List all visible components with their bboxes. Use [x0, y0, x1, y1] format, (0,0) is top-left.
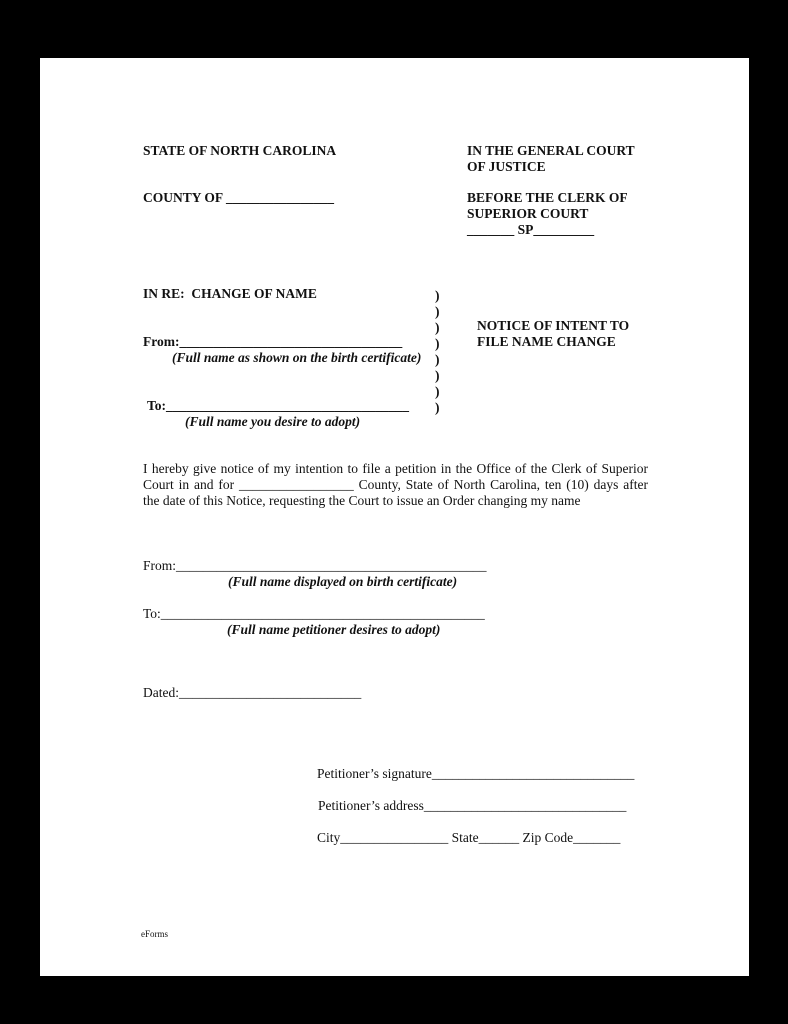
sp-number-line: _______ SP_________ — [467, 222, 595, 237]
clerk-heading-line2: SUPERIOR COURT — [467, 206, 589, 221]
caption-from-line: From:_________________________________ — [143, 334, 403, 349]
caption-bracket: ) — [435, 352, 440, 367]
notice-title-line1: NOTICE OF INTENT TO — [477, 318, 630, 333]
caption-from-note: (Full name as shown on the birth certificate) — [172, 350, 422, 365]
body-from-line: From:______________________________________________ — [143, 558, 487, 573]
eforms-brand: eForms — [141, 929, 168, 939]
caption-bracket: ) — [435, 368, 440, 383]
court-heading-line1: IN THE GENERAL COURT — [467, 143, 635, 158]
dated-line: Dated:___________________________ — [143, 685, 362, 700]
body-from-note: (Full name displayed on birth certificate) — [228, 574, 458, 589]
caption-to-line: To:____________________________________ — [147, 398, 410, 413]
notice-title-line2: FILE NAME CHANGE — [477, 334, 616, 349]
county-line: COUNTY OF ________________ — [143, 190, 334, 205]
city-state-zip-line: City________________ State______ Zip Code_______ — [317, 830, 621, 845]
court-heading-line2: OF JUSTICE — [467, 159, 546, 174]
state-heading: STATE OF NORTH CAROLINA — [143, 143, 337, 158]
caption-bracket: ) — [435, 384, 440, 399]
caption-bracket: ) — [435, 304, 440, 319]
caption-bracket: ) — [435, 336, 440, 351]
caption-bracket: ) — [435, 400, 440, 415]
caption-to-note: (Full name you desire to adopt) — [185, 414, 361, 429]
petitioner-signature-line: Petitioner’s signature______________________________ — [317, 766, 635, 781]
clerk-heading-line1: BEFORE THE CLERK OF — [467, 190, 628, 205]
caption-bracket: ) — [435, 320, 440, 335]
notice-paragraph: I hereby give notice of my intention to file a petition in the Office of the Clerk of Superior Court in and for _________________ County, State of North Carolina, ten (10) days after the date of this Notice, requesting the Court to issue an Order changing my name — [143, 461, 648, 508]
body-to-line: To:________________________________________________ — [143, 606, 485, 621]
caption-bracket: ) — [435, 288, 440, 303]
body-to-note: (Full name petitioner desires to adopt) — [227, 622, 441, 637]
petitioner-address-line: Petitioner’s address______________________________ — [318, 798, 627, 813]
in-re-heading: IN RE: CHANGE OF NAME — [143, 286, 317, 301]
form-page — [40, 58, 749, 976]
